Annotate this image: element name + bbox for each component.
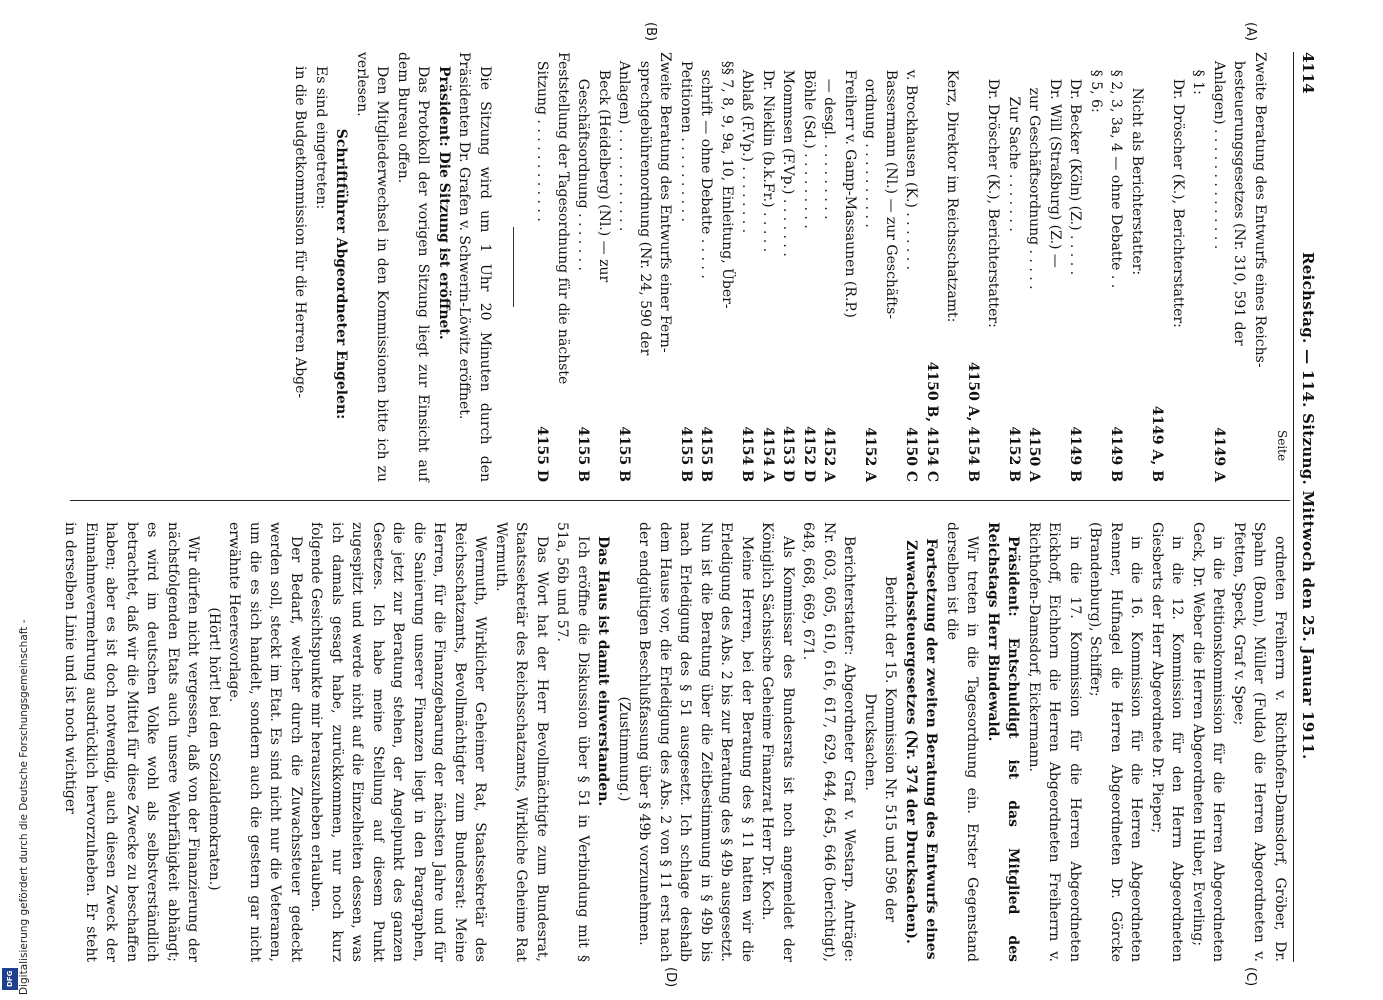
toc-row [1168,52,1189,482]
toc-entry-text: Zweite Beratung des Entwurfs einer Fern- [657,52,674,353]
toc-entry-text: zur Geschäftsordnung . . . . . [1026,52,1043,290]
toc-entry-text: Dr. Becker (Köln) (Z.) . . . . . [1067,52,1084,276]
paragraph: Wermuth, Wirklicher Geheimer Rat, Staatssekretär des Reichsschatzamts, Bevollmächtigter zum Bundesrat: Meine Herren, für die Finanzgebarung der nächsten Jahre und für die Sanierung unserer Finanzen liegt in den Paragraphen, die jetzt zur Beratung stehen, der Angelpunkt des ganzen Gesetzes. Ich habe meine Stellung auf diesem Punkt zugespitzt und werde nicht auf die Einzelheiten dessen, was ich damals gesagt habe, zurückkommen, nur noch kurz folgende Gesichtspunkte mir herauszuheben erlauben. [308,522,489,962]
right-column [60,522,1290,962]
toc-entry-text: Böhle (Sd.) . . . . . . . . . [801,52,817,229]
toc-row [594,52,615,482]
table-of-contents [532,52,1270,482]
paragraph: Bericht der 15. Kommission Nr. 515 und 596 der Drucksachen. [862,575,899,923]
toc-entry-text: Feststellung der Tagesordnung für die nächste [555,52,571,385]
toc-row [573,52,594,482]
toc-entry-text: Dr. Nieklin (b.k.Fr.) . . . . . [760,52,776,253]
toc-entry-text: §§ 7, 8, 9, 9a, 10, Einleitung, Über- [719,52,735,309]
paragraph: Meine Herren, bei der Beratung des § 11 hatten wir die Erledigung des Abs. 2 bis zur Beratung des § 49b ausgesetzt. Nun ist die Beratung über die Zeitbestimmung in § 49b bis nach Erledigung des § 51 ausgesetzt. Ich schlage deshalb dem Hause vor, die Erledigung des Abs. 2 von § 11 erst nach der endgültigen Beschlußfassung über § 49b vorzunehmen. [636,522,755,962]
toc-row [614,52,635,482]
toc-entry-text: ordnung . . . . . . . . . . [862,52,879,228]
rotated-scan [62,22,1320,988]
toc-page-ref: 4152 A [862,427,879,482]
page-number: 4114 [1299,52,1317,94]
paragraph: Wir dürfen nicht vergessen, daß von der Finanzierung der nächstfolgenden Etats auch unsere Wehrfähigkeit abhängt; es wird im deutschen Volke wohl als selbstverständlich betrachtet, daß wir die Mittel für diese Zwecke zu beschaffen haben; aber es ist doch notwendig, auch diesen Zweck der Einnahmevermehrung ausdrücklich hervorzuheben. Er steht in derselben Linie und ist noch wichtiger [62,522,202,962]
paragraph: Wir treten in die Tagesordnung ein. Erster Gegenstand derselben ist die [944,522,981,962]
toc-entry-text: Petitionen . . . . . . . . . . [678,52,694,222]
toc-entry-text: Beck (Heidelberg) (Nl.) — zur [596,52,612,283]
separator-line [513,227,514,307]
page-title: Reichstag. — 114. Sitzung. Mittwoch den 25. Januar 1911. [1299,252,1317,760]
marker-d: (D) [663,967,678,988]
toc-row [1086,52,1107,482]
toc-page-ref: 4155 B [678,426,694,482]
toc-page-ref: 4155 B [575,426,592,482]
page-header [1293,52,1320,962]
toc-page-ref: 4150 C [903,427,920,482]
paragraph: (Zustimmung.) [616,696,632,802]
left-column [290,52,1289,482]
toc-entry-text: Kerz, Direktor im Reichsschatzamt: [944,52,961,323]
seite-label: Seite [1275,430,1289,462]
marker-a: (A) [1243,22,1258,42]
paragraph: Das Wort hat der Herr Bevollmächtigte zum Bundesrat, Staatssekretär des Reichsschatzamts, Wirkliche Geheime Rat Wermuth. [493,522,550,962]
toc-page-ref: 4149 B [1067,426,1084,482]
paragraph: Ich eröffne die Diskussion über § 51 in Verbindung mit § 51a, 56b und 57. [554,522,591,962]
toc-row [696,52,717,482]
paragraph: Es sind eingetreten: [313,66,329,210]
toc-page-ref: 4152 B [1006,426,1022,482]
toc-entry-text: besteuerungsgesetzes (Nr. 310, 591 der [1231,52,1248,346]
column-divider [70,500,1290,501]
toc-entry-text: Zweite Beratung des Entwurfs eines Reichs- [1252,52,1268,368]
paragraph: ordneten Freiherrn v. Richthofen-Damsdorf, Gröber, Dr. Spahn (Bonn), Müller (Fulda) die Herren Abgeordneten v. Pfetten, Speck, Graf v. Spee; [1231,522,1288,962]
digitization-credit [4,605,30,995]
toc-entry-text: Ablaß (F.Vp.) . . . . . . . . [739,52,756,234]
marker-b: (B) [643,22,658,42]
toc-page-ref: 4154 A [760,427,776,482]
toc-entry-text: § 1: [1190,52,1207,95]
paragraph: Den Mitgliederwechsel in den Kommissionen bitte ich zu verlesen. [354,52,391,482]
toc-row [881,52,902,482]
toc-page-ref: 4150 B, 4154 C [924,361,940,482]
toc-row [1209,52,1230,482]
toc-entry-text: Dr. Dröscher (K.), Berichterstatter: [1170,52,1186,328]
toc-row [799,52,820,482]
toc-entry-text: Zur Sache . . . . . . . [1006,52,1022,232]
toc-row [1229,52,1250,482]
paragraph: Der Bedarf, welcher durch die Zuwachssteuer gedeckt werden soll, steckt im Etat. Es sind nicht nur die Veteranen, um die es sich handelt, sondern auch die gestern gar nicht erwähnte Heeresvorlage. [226,522,304,962]
toc-entry-text: Bassermann (Nl.) — zur Geschäfts- [883,52,899,320]
toc-row [737,52,758,482]
toc-entry-text: Nicht als Berichterstatter: [1129,52,1145,276]
toc-row [819,52,840,482]
paragraph: Berichterstatter: Abgeordneter Graf v. Westarp. Anträge: Nr. 603, 605, 610, 616, 617, 629, 644, 645, 646 (berichtigt), 648, 668, 669, 671. [800,522,858,962]
toc-entry-text: Dr. Dröscher (K.), Berichterstatter: [985,52,1002,328]
toc-entry-text: Freiherr v. Gamp-Massaunen (R.P.) [842,52,858,318]
toc-entry-text: sprechgebührenordnung (Nr. 24, 590 der [637,52,653,356]
agenda-heading: Fortsetzung der zweiten Beratung des Entwurfs eines Zuwachssteuergesetzes (Nr. 374 der Drucksachen). [903,538,940,960]
toc-entry-text: Anlagen) . . . . . . . . . . . . . . [1211,52,1227,250]
credit-text: Digitalisierung gefördert durch die Deutsche Forschungsgemeinschaft - [18,619,30,995]
paragraph: Präsident: Entschuldigt ist das Mitglied des Reichstags Herr Bindewald. [985,522,1022,962]
toc-entry-text: schrift — ohne Debatte . . . . . [698,52,715,279]
paragraph: in die Petitionskommission für die Herren Abgeordneten Geck, Dr. Weber die Herren Abgeordneten Huber, Everling; [1190,522,1227,962]
toc-page-ref: 4155 B [616,426,633,482]
toc-row [1065,52,1086,482]
toc-entry-text: Geschäftsordnung . . . . . . . [575,52,592,271]
toc-row [717,52,738,482]
paragraph: in die Budgetkommission für die Herren Abge- [292,66,309,399]
toc-row [778,52,799,482]
toc-page-ref: 4150 A [1026,427,1043,482]
marker-c: (C) [1243,967,1258,987]
toc-entry-text: v. Brockhausen (K.) . . . . . . . [903,52,920,271]
toc-row [860,52,881,482]
toc-row [1127,52,1148,482]
toc-row [1004,52,1025,482]
toc-row [553,52,574,482]
toc-row [635,52,656,482]
toc-page-ref: 4155 B [698,426,715,482]
toc-page-ref: 4152 D [801,426,817,482]
toc-row [1024,52,1045,482]
toc-row [676,52,697,482]
toc-entry-text: § 5, 6: [1088,52,1104,113]
toc-entry-text: Dr. Will (Straßburg) (Z.) — [1047,52,1063,268]
toc-page-ref: 4153 D [780,426,797,482]
toc-page-ref: 4150 A, 4154 B [965,361,981,482]
dfg-logo: DFG [2,968,18,990]
paragraph: Das Protokoll der vorigen Sitzung liegt zur Einsicht auf dem Bureau offen. [395,52,432,482]
toc-row [1106,52,1127,482]
toc-row [1147,52,1168,482]
paragraph: Das Haus ist damit einverstanden. [595,536,612,807]
toc-row [1188,52,1209,482]
paragraph: (Hört! hört! bei den Sozialdemokraten.) [206,607,222,891]
toc-row [532,52,553,482]
toc-row [655,52,676,482]
toc-entry-text: § 2, 3, 3a, 4 — ohne Debatte . . [1108,52,1125,289]
toc-entry-text: Sitzung . . . . . . . . . . . . [534,52,551,222]
toc-row [983,52,1004,482]
toc-row [901,52,922,482]
toc-page-ref: 4152 A [821,427,838,482]
paragraph: Schriftführer Abgeordneter Engelen: [333,128,350,420]
toc-entry-text: Mommsen (F.Vp.) . . . . . . . [780,52,797,257]
toc-page-ref: 4149 A, B [1149,405,1166,482]
toc-row [758,52,779,482]
toc-page-ref: 4149 A [1211,427,1227,482]
toc-entry-text: Anlagen) . . . . . . . . . . . . [616,52,633,232]
paragraph: Als Kommissar des Bundesrats ist noch angemeldet der Königlich Sächsische Geheime Finanzrat Herr Dr. Koch. [759,522,796,962]
paragraph: Präsident: Die Sitzung ist eröffnet. [436,66,452,340]
toc-row [942,52,963,482]
paragraph: in die 12. Kommission für den Herrn Abgeordneten Giesberts der Herr Abgeordnete Dr. Pieper; [1149,522,1186,962]
toc-row [1045,52,1066,482]
toc-page-ref: 4154 B [739,426,756,482]
toc-page-ref: 4155 D [534,426,551,482]
toc-row [922,52,943,482]
paragraph: in die 17. Kommission für die Herren Abgeordneten Eickhoff, Eichhorn die Herren Abgeordneten Freiherrn v. Richthofen-Damsdorf, Eickermann. [1026,522,1083,962]
toc-page-ref: 4149 B [1108,426,1125,482]
paragraph: in die 16. Kommission für die Herren Abgeordneten Renner, Hufnagel die Herren Abgeordneten Dr. Görcke (Brandenburg), Schiffer; [1087,522,1145,962]
paragraph: Die Sitzung wird um 1 Uhr 20 Minuten durch den Präsidenten Dr. Grafen v. Schwerin-Löwitz eröffnet. [456,52,493,482]
toc-row [840,52,861,482]
toc-row [1250,52,1271,482]
toc-row [963,52,984,482]
toc-entry-text: — desgl. . . . . . . . . . [821,52,838,220]
